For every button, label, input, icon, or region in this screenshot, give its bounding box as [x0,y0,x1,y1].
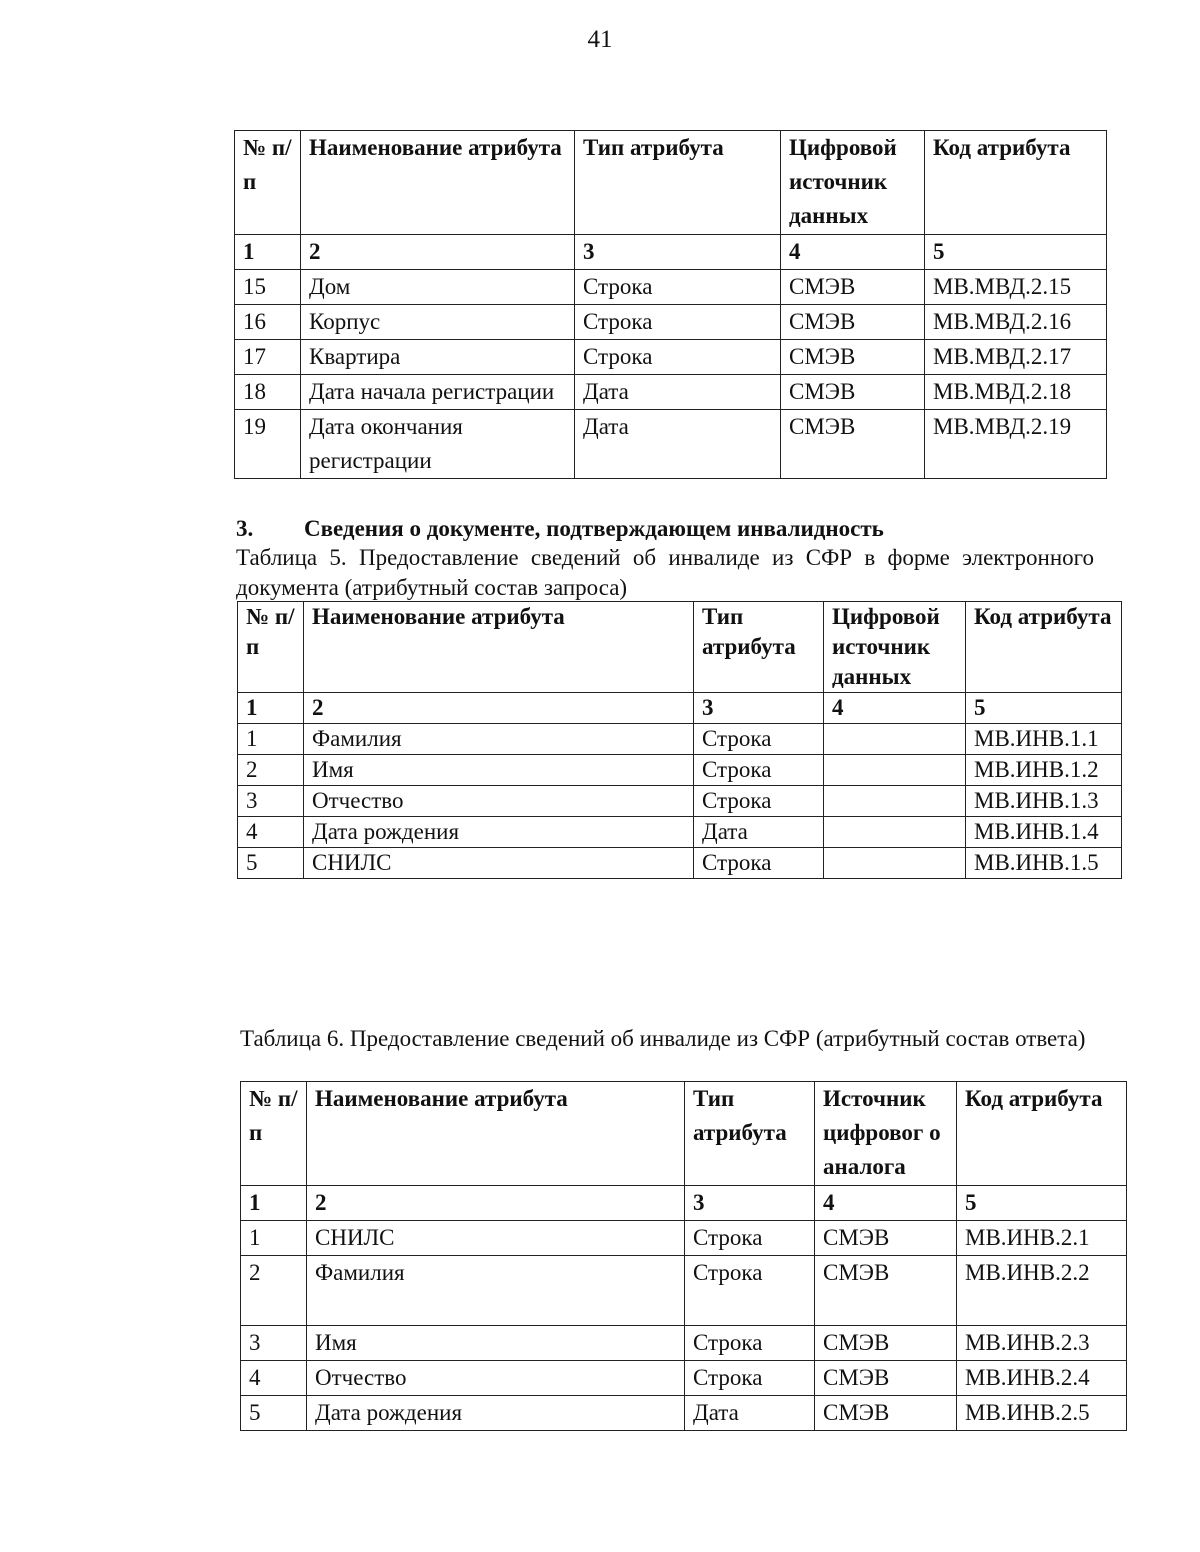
header-cell: Источник цифровог о аналога [815,1082,957,1186]
column-number: 5 [925,235,1107,270]
column-number: 5 [957,1186,1127,1221]
attribute-name: Отчество [307,1361,685,1396]
attribute-type: Дата [575,375,781,410]
column-number: 3 [575,235,781,270]
attribute-name: Дата окончания регистрации [301,410,575,479]
table-row [238,755,1122,786]
row-number: 16 [235,305,301,340]
header-cell: Тип атрибута [694,602,824,693]
table-row [241,1361,1127,1396]
attribute-code: МВ.МВД.2.15 [925,270,1107,305]
attribute-name: СНИЛС [304,848,694,879]
attribute-name: Имя [307,1326,685,1361]
section-heading [236,514,1106,544]
header-cell: Код атрибута [957,1082,1127,1186]
table-row [241,1256,1127,1326]
data-source: СМЭВ [781,375,925,410]
attribute-type: Строка [685,1221,815,1256]
attribute-name: СНИЛС [307,1221,685,1256]
attribute-code: МВ.МВД.2.19 [925,410,1107,479]
header-cell: Наименование атрибута [307,1082,685,1186]
header-cell: Тип атрибута [575,131,781,235]
header-cell: № п/п [241,1082,307,1186]
column-number: 1 [238,693,304,724]
attribute-type: Строка [575,305,781,340]
attribute-type: Дата [685,1396,815,1431]
attribute-code: МВ.ИНВ.2.5 [957,1396,1127,1431]
attribute-code: МВ.ИНВ.2.3 [957,1326,1127,1361]
column-number: 4 [824,693,966,724]
data-source: СМЭВ [815,1256,957,1326]
attribute-type: Строка [694,724,824,755]
data-source: СМЭВ [815,1361,957,1396]
attribute-type: Дата [694,817,824,848]
attribute-name: Дата рождения [307,1396,685,1431]
column-number: 2 [307,1186,685,1221]
table-row [238,724,1122,755]
attribute-type: Строка [694,755,824,786]
column-number: 4 [781,235,925,270]
data-source [824,724,966,755]
header-cell: Тип атрибута [685,1082,815,1186]
table-row [238,786,1122,817]
attribute-type: Дата [575,410,781,479]
row-number: 2 [238,755,304,786]
attribute-name: Корпус [301,305,575,340]
attribute-code: МВ.ИНВ.2.1 [957,1221,1127,1256]
table-row [235,340,1107,375]
attribute-code: МВ.МВД.2.16 [925,305,1107,340]
data-source [824,817,966,848]
attribute-name: Отчество [304,786,694,817]
table-row [241,1326,1127,1361]
column-number: 2 [304,693,694,724]
table-row [238,817,1122,848]
table-row [241,1221,1127,1256]
table-row [238,848,1122,879]
attribute-type: Строка [575,340,781,375]
row-number: 4 [241,1361,307,1396]
attribute-code: МВ.ИНВ.1.5 [966,848,1122,879]
attribute-code: МВ.МВД.2.17 [925,340,1107,375]
table-6 [240,1081,1127,1431]
data-source: СМЭВ [781,305,925,340]
table-row [235,375,1107,410]
section-number: 3. [236,516,254,541]
attribute-type: Строка [685,1326,815,1361]
header-cell: Цифровой источник данных [781,131,925,235]
row-number: 3 [241,1326,307,1361]
row-number: 15 [235,270,301,305]
attribute-type: Строка [694,786,824,817]
header-cell: Код атрибута [966,602,1122,693]
data-source: СМЭВ [815,1396,957,1431]
data-source [824,786,966,817]
attribute-name: Дата начала регистрации [301,375,575,410]
column-number: 3 [694,693,824,724]
attribute-name: Фамилия [307,1256,685,1326]
column-number: 5 [966,693,1122,724]
data-source: СМЭВ [781,270,925,305]
row-number: 1 [238,724,304,755]
row-number: 5 [241,1396,307,1431]
column-numbering-row [235,235,1107,270]
header-cell: № п/п [235,131,301,235]
attribute-code: МВ.ИНВ.2.4 [957,1361,1127,1396]
attribute-name: Дом [301,270,575,305]
header-cell: Наименование атрибута [301,131,575,235]
attribute-code: МВ.ИНВ.1.2 [966,755,1122,786]
attribute-type: Строка [685,1256,815,1326]
row-number: 4 [238,817,304,848]
column-numbering-row [238,693,1122,724]
data-source: СМЭВ [815,1326,957,1361]
attribute-type: Строка [685,1361,815,1396]
section-title: Сведения о документе, подтверждающем инвалидность [304,516,884,541]
table-header-row [238,602,1122,693]
data-source [824,755,966,786]
column-number: 2 [301,235,575,270]
table-row [235,270,1107,305]
data-source: СМЭВ [781,410,925,479]
table-6-caption: Таблица 6. Предоставление сведений об инвалиде из СФР (атрибутный состав ответа) [240,1026,1086,1051]
attribute-name: Фамилия [304,724,694,755]
data-source: СМЭВ [781,340,925,375]
attribute-name: Имя [304,755,694,786]
column-number: 1 [241,1186,307,1221]
attributes-table-continued [234,130,1107,479]
data-source [824,848,966,879]
table-row [241,1396,1127,1431]
row-number: 1 [241,1221,307,1256]
attribute-type: Строка [575,270,781,305]
row-number: 5 [238,848,304,879]
column-number: 3 [685,1186,815,1221]
row-number: 19 [235,410,301,479]
attribute-type: Строка [694,848,824,879]
row-number: 2 [241,1256,307,1326]
attribute-code: МВ.ИНВ.2.2 [957,1256,1127,1326]
table-5 [237,601,1122,879]
attribute-name: Дата рождения [304,817,694,848]
row-number: 3 [238,786,304,817]
attribute-code: МВ.ИНВ.1.3 [966,786,1122,817]
row-number: 18 [235,375,301,410]
table-header-row [235,131,1107,235]
data-source: СМЭВ [815,1221,957,1256]
header-cell: № п/п [238,602,304,693]
column-number: 1 [235,235,301,270]
header-cell: Цифровой источник данных [824,602,966,693]
attribute-name: Квартира [301,340,575,375]
column-number: 4 [815,1186,957,1221]
attribute-code: МВ.МВД.2.18 [925,375,1107,410]
table-row [235,410,1107,479]
table-5-caption: Таблица 5. Предоставление сведений об инвалиде из СФР в форме электронного документа (атрибутный состав запроса) [236,545,1094,600]
attribute-code: МВ.ИНВ.1.4 [966,817,1122,848]
header-cell: Наименование атрибута [304,602,694,693]
attribute-code: МВ.ИНВ.1.1 [966,724,1122,755]
row-number: 17 [235,340,301,375]
table-header-row [241,1082,1127,1186]
header-cell: Код атрибута [925,131,1107,235]
table-row [235,305,1107,340]
column-numbering-row [241,1186,1127,1221]
page-number: 41 [587,26,613,53]
